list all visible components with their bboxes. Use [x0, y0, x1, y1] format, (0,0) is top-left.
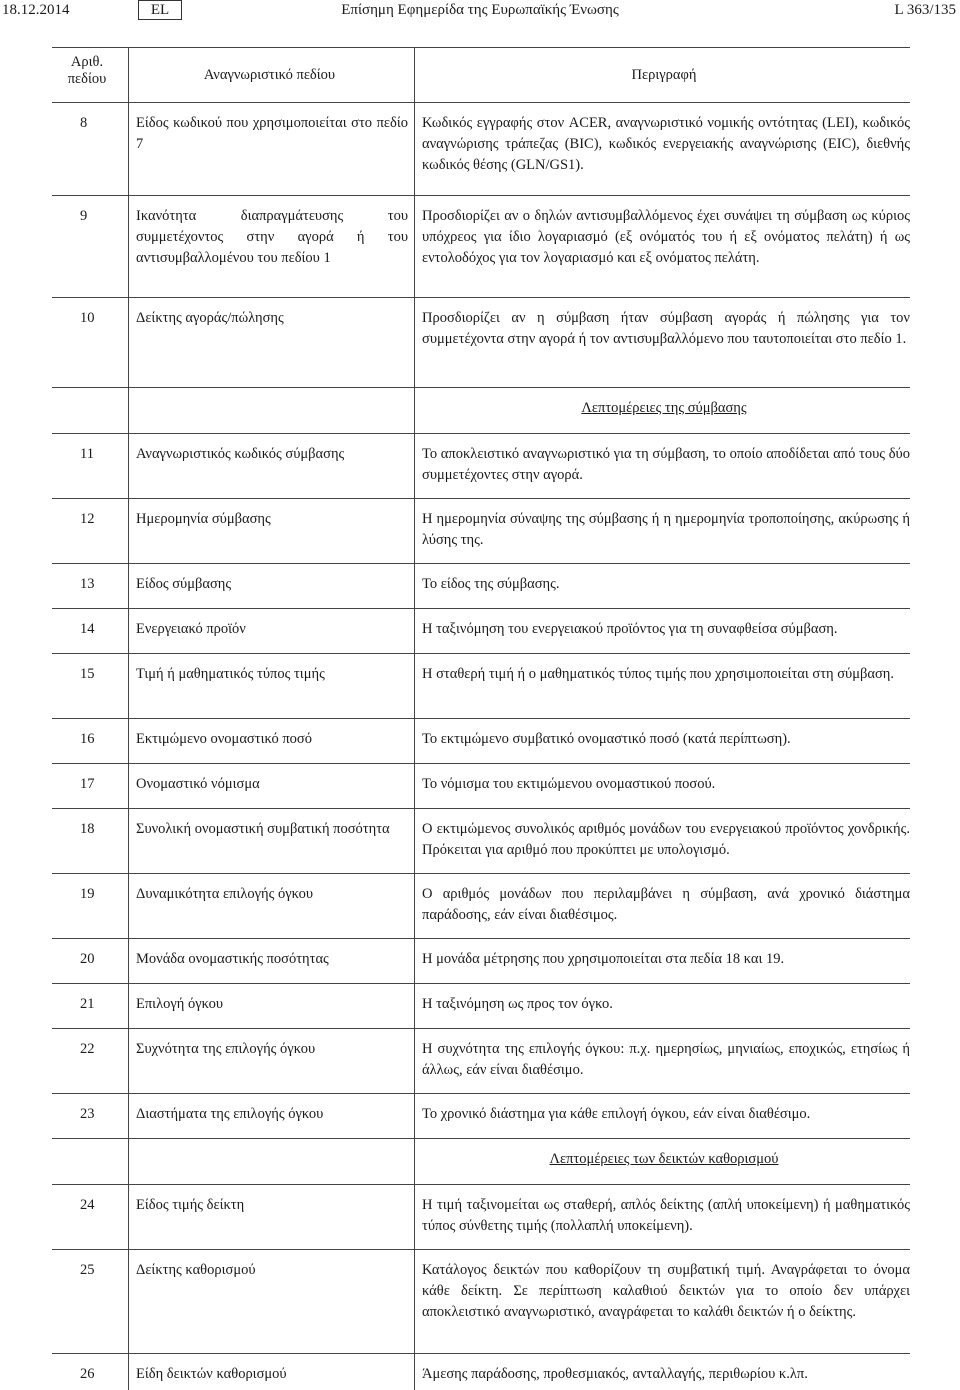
table-row [52, 1354, 910, 1390]
section-index-details [52, 1139, 910, 1185]
table-row [52, 1029, 910, 1094]
field-description: Το είδος της σύμβασης. [422, 576, 560, 592]
field-identifier: Δείκτης καθορισμού [136, 1262, 256, 1278]
field-description: Η ταξινόμηση του ενεργειακού προϊόντος για τη συναφθείσα σύμβαση. [422, 621, 838, 637]
field-description: Κωδικός εγγραφής στον ACER, αναγνωριστικό νομικής οντότητας (LEI), κωδικός αναγνώρισης τράπεζας (BIC), κωδικός ενεργειακής αναγνώρισης (EIC), διεθνής κωδικός θέσης (GLN/GS1). [422, 115, 910, 173]
field-description: Η ταξινόμηση ως προς τον όγκο. [422, 996, 613, 1012]
field-number: 11 [80, 446, 94, 462]
field-number: 20 [80, 951, 95, 967]
table-row [52, 1185, 910, 1250]
section-title: Λεπτομέρειες της σύμβασης [581, 400, 747, 416]
column-divider [128, 47, 129, 1390]
field-number: 26 [80, 1366, 95, 1382]
publication-date: 18.12.2014 [2, 2, 70, 18]
field-description: Άμεσης παράδοσης, προθεσμιακός, ανταλλαγής, περιθωρίου κ.λπ. [422, 1366, 808, 1382]
page-header [0, 0, 960, 24]
table-row [52, 874, 910, 939]
field-number: 14 [80, 621, 95, 637]
col-header-number [52, 54, 122, 88]
page-reference: L 363/135 [894, 2, 956, 18]
field-number: 22 [80, 1041, 95, 1057]
field-identifier: Τιμή ή μαθηματικός τύπος τιμής [136, 666, 325, 682]
col-header-identifier: Αναγνωριστικό πεδίου [203, 67, 336, 83]
section-contract-details [52, 388, 910, 434]
field-description: Το αποκλειστικό αναγνωριστικό για τη σύμβαση, το οποίο αποδίδεται από τους δύο συμμετέχοντες στην αγορά. [422, 446, 910, 483]
field-description: Ο αριθμός μονάδων που περιλαμβάνει η σύμβαση, ανά χρονικό διάστημα παράδοσης, εάν είναι διαθέσιμος. [422, 886, 910, 923]
field-identifier: Διαστήματα της επιλογής όγκου [136, 1106, 324, 1122]
field-identifier: Αναγνωριστικός κωδικός σύμβασης [136, 446, 345, 462]
table-header [52, 47, 910, 103]
field-identifier: Συνολική ονομαστική συμβατική ποσότητα [136, 821, 390, 837]
field-number: 9 [80, 208, 88, 224]
col-header-number-line2: πεδίου [67, 71, 107, 87]
field-number: 10 [80, 310, 95, 326]
field-number: 8 [80, 115, 88, 131]
field-number: 16 [80, 731, 95, 747]
field-identifier: Ενεργειακό προϊόν [136, 621, 246, 637]
table-row [52, 1250, 910, 1354]
table-row [52, 609, 910, 654]
field-description: Η συχνότητα της επιλογής όγκου: π.χ. ημερησίως, μηνιαίως, εποχικώς, ετησίως ή άλλως, εάν είναι διαθέσιμο. [422, 1041, 910, 1078]
field-description: Κατάλογος δεικτών που καθορίζουν τη συμβατική τιμή. Αναγράφεται το όνομα κάθε δείκτη. Σε περίπτωση καλαθιού δεικτών για το οποίο δεν υπάρχει αποκλειστικό αναγνωριστικό, αναγράφεται το καλάθι δεικτών ή ο δείκτης. [422, 1262, 910, 1320]
field-description: Προσδιορίζει αν ο δηλών αντισυμβαλλόμενος έχει συνάψει τη σύμβαση ως κύριος υπόχρεος για ίδιο λογαριασμό (εξ ονόματός του ή εξ ονόματος πελάτη) ή ως εντολοδόχος για τον λογαριασμό και εξ ονόματος πελάτη. [422, 208, 910, 266]
table-row [52, 196, 910, 298]
col-header-description: Περιγραφή [631, 67, 697, 83]
table-row [52, 654, 910, 719]
field-identifier: Εκτιμώμενο ονομαστικό ποσό [136, 731, 312, 747]
table-row [52, 103, 910, 196]
field-number: 12 [80, 511, 95, 527]
field-identifier: Είδος τιμής δείκτη [136, 1197, 245, 1213]
journal-title: Επίσημη Εφημερίδα της Ευρωπαϊκής Ένωσης [341, 2, 619, 18]
section-title: Λεπτομέρειες των δεικτών καθορισμού [549, 1151, 779, 1167]
field-number: 19 [80, 886, 95, 902]
field-description: Προσδιορίζει αν η σύμβαση ήταν σύμβαση αγοράς ή πώλησης για τον συμμετέχοντα στην αγορά ή τον αντισυμβαλλόμενο που ταυτοποιείται στο πεδίο 1. [422, 310, 910, 347]
table-row [52, 939, 910, 984]
field-description: Η σταθερή τιμή ή ο μαθηματικός τύπος τιμής που χρησιμοποιείται στη σύμβαση. [422, 666, 895, 682]
table-row [52, 564, 910, 609]
field-description: Το χρονικό διάστημα για κάθε επιλογή όγκου, εάν είναι διαθέσιμο. [422, 1106, 811, 1122]
field-number: 13 [80, 576, 95, 592]
table-row [52, 298, 910, 388]
table-row [52, 1094, 910, 1139]
field-number: 21 [80, 996, 95, 1012]
field-identifier: Δείκτης αγοράς/πώλησης [136, 310, 284, 326]
field-identifier: Είδος σύμβασης [136, 576, 232, 592]
field-identifier: Ικανότητα διαπραγμάτευσης του συμμετέχοντος στην αγορά ή του αντισυμβαλλομένου του πεδίου 1 [136, 208, 408, 266]
field-description: Η ημερομηνία σύναψης της σύμβασης ή η ημερομηνία τροποποίησης, ακύρωσης ή λύσης της. [422, 511, 910, 548]
field-identifier: Ονομαστικό νόμισμα [136, 776, 260, 792]
field-identifier: Ημερομηνία σύμβασης [136, 511, 271, 527]
field-number: 24 [80, 1197, 95, 1213]
field-number: 18 [80, 821, 95, 837]
table-row [52, 434, 910, 499]
field-description: Το νόμισμα του εκτιμώμενου ονομαστικού ποσού. [422, 776, 716, 792]
table-row [52, 764, 910, 809]
column-divider [414, 47, 415, 1390]
field-number: 17 [80, 776, 95, 792]
field-identifier: Μονάδα ονομαστικής ποσότητας [136, 951, 329, 967]
field-identifier: Είδη δεικτών καθορισμού [136, 1366, 287, 1382]
col-header-number-line1: Αριθ. [70, 54, 104, 70]
field-number: 15 [80, 666, 95, 682]
table-row [52, 984, 910, 1029]
table-row [52, 809, 910, 874]
field-number: 25 [80, 1262, 95, 1278]
field-number: 23 [80, 1106, 95, 1122]
language-badge: EL [138, 0, 182, 20]
table-row [52, 499, 910, 564]
field-description: Η τιμή ταξινομείται ως σταθερή, απλός δείκτης (απλή υποκείμενη) ή μαθηματικός τύπος σύνθετης τιμής (πολλαπλή υποκείμενη). [422, 1197, 910, 1234]
field-identifier: Είδος κωδικού που χρησιμοποιείται στο πεδίο 7 [136, 115, 408, 152]
field-description: Το εκτιμώμενο συμβατικό ονομαστικό ποσό (κατά περίπτωση). [422, 731, 791, 747]
field-description: Η μονάδα μέτρησης που χρησιμοποιείται στα πεδία 18 και 19. [422, 951, 785, 967]
field-description: Ο εκτιμώμενος συνολικός αριθμός μονάδων του ενεργειακού προϊόντος χονδρικής. Πρόκειται για αριθμό που προκύπτει με υπολογισμό. [422, 821, 910, 858]
field-identifier: Δυναμικότητα επιλογής όγκου [136, 886, 314, 902]
field-identifier: Επιλογή όγκου [136, 996, 224, 1012]
fields-table [52, 47, 910, 1390]
table-row [52, 719, 910, 764]
field-identifier: Συχνότητα της επιλογής όγκου [136, 1041, 316, 1057]
